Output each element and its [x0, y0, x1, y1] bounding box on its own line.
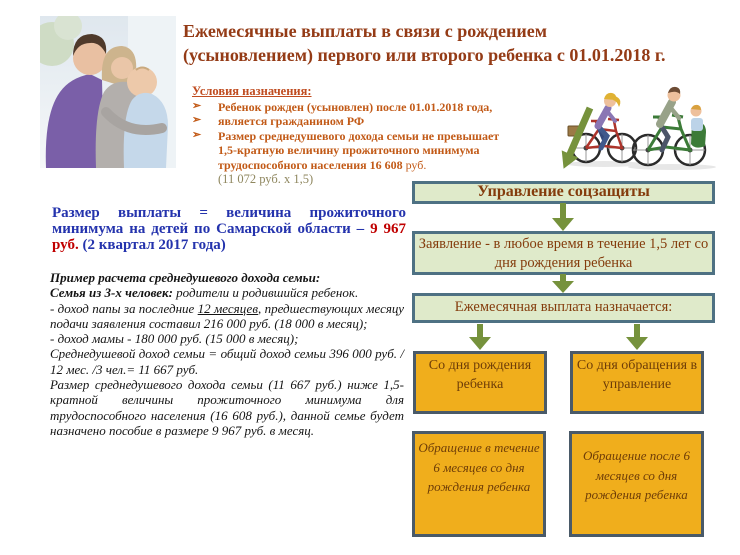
- condition-item: [192, 100, 506, 114]
- payment-amount: 9 967 руб.: [52, 221, 407, 254]
- condition-text-bold: Размер среднедушевого дохода семьи не превышает 1,5-кратную величину прожиточного минимума трудоспособного населения 16 608: [218, 128, 500, 172]
- condition-text: Ребенок рожден (усыновлен) после 01.01.2018 года,: [218, 100, 493, 114]
- example-calculation: Среднедушевой доход семьи = общий доход семьи 396 000 руб. / 12 мес. /3 чел.= 11 667 руб.: [50, 346, 404, 377]
- conditions-heading: Условия назначения:: [192, 84, 312, 98]
- conditions-list: [192, 100, 506, 172]
- example-mother-income: - доход мамы - 180 000 руб. (15 000 в месяц);: [50, 331, 299, 347]
- flow-box-after-6-months: Обращение после 6 месяцев со дня рождения ребенка: [569, 431, 704, 537]
- payment-text-1: Размер выплаты = величина прожиточного минимума на детей по Самарской области –: [52, 205, 406, 238]
- example-father-post: , предшествующих месяцу подачи заявления составил 216 000 руб. (18 000 в месяц);: [50, 300, 404, 331]
- arrow-to-management-icon: [548, 102, 600, 179]
- condition-item: [192, 114, 506, 128]
- example-father-income: [50, 301, 404, 332]
- flow-box-management: Управление соцзащиты: [412, 181, 715, 204]
- flow-box-from-request: Со дня обращения в управление: [570, 351, 704, 414]
- flow-box-assigned: Ежемесячная выплата назначается:: [412, 293, 715, 323]
- title-line-2: (усыновлением) первого или второго ребенка с 01.01.2018 г.: [183, 44, 666, 65]
- flow-box-from-birth: Со дня рождения ребенка: [413, 351, 547, 414]
- example-family-bold: Семья из 3-х человек:: [50, 285, 173, 301]
- condition-item: [192, 129, 506, 172]
- example-heading: Пример расчета среднедушевого дохода семьи:: [50, 270, 321, 285]
- condition-text: является гражданином РФ: [218, 114, 365, 129]
- condition-text-tail: руб.: [402, 157, 427, 172]
- flow-box-within-6-months: Обращение в течение 6 месяцев со дня рождения ребенка: [412, 431, 546, 537]
- flow-box-application: Заявление - в любое время в течение 1,5 лет со дня рождения ребенка: [412, 231, 715, 275]
- calculation-example: [50, 270, 404, 438]
- example-family-rest: родители и родившийся ребенок.: [172, 285, 359, 301]
- bullet-arrow-icon: ➢: [192, 114, 202, 127]
- example-father-underlined: 12 месяцев: [197, 300, 258, 316]
- conditions-note: (11 072 руб. х 1,5): [218, 171, 314, 186]
- example-father-pre: - доход папы за последние: [50, 300, 198, 316]
- example-conclusion: Размер среднедушевого дохода семьи (11 667 руб.) ниже 1,5-кратной величины прожиточного минимума для трудоспособного населения (16 608 руб.), данной семье будет назначено пособие в размере 9 967 руб. в месяц.: [50, 377, 404, 438]
- title-line-1: Ежемесячные выплаты в связи с рождением: [183, 21, 547, 41]
- condition-text: [218, 129, 506, 172]
- bullet-arrow-icon: ➢: [192, 100, 202, 112]
- page-title: [183, 20, 735, 68]
- bullet-arrow-icon: ➢: [192, 128, 202, 141]
- example-family: [50, 285, 404, 300]
- payment-text-2: (2 квартал 2017 года): [78, 237, 226, 254]
- parents-holding-baby-illustration: [40, 16, 176, 168]
- payment-summary: [52, 205, 406, 254]
- family-photo: [40, 16, 176, 168]
- conditions-section: [192, 84, 506, 186]
